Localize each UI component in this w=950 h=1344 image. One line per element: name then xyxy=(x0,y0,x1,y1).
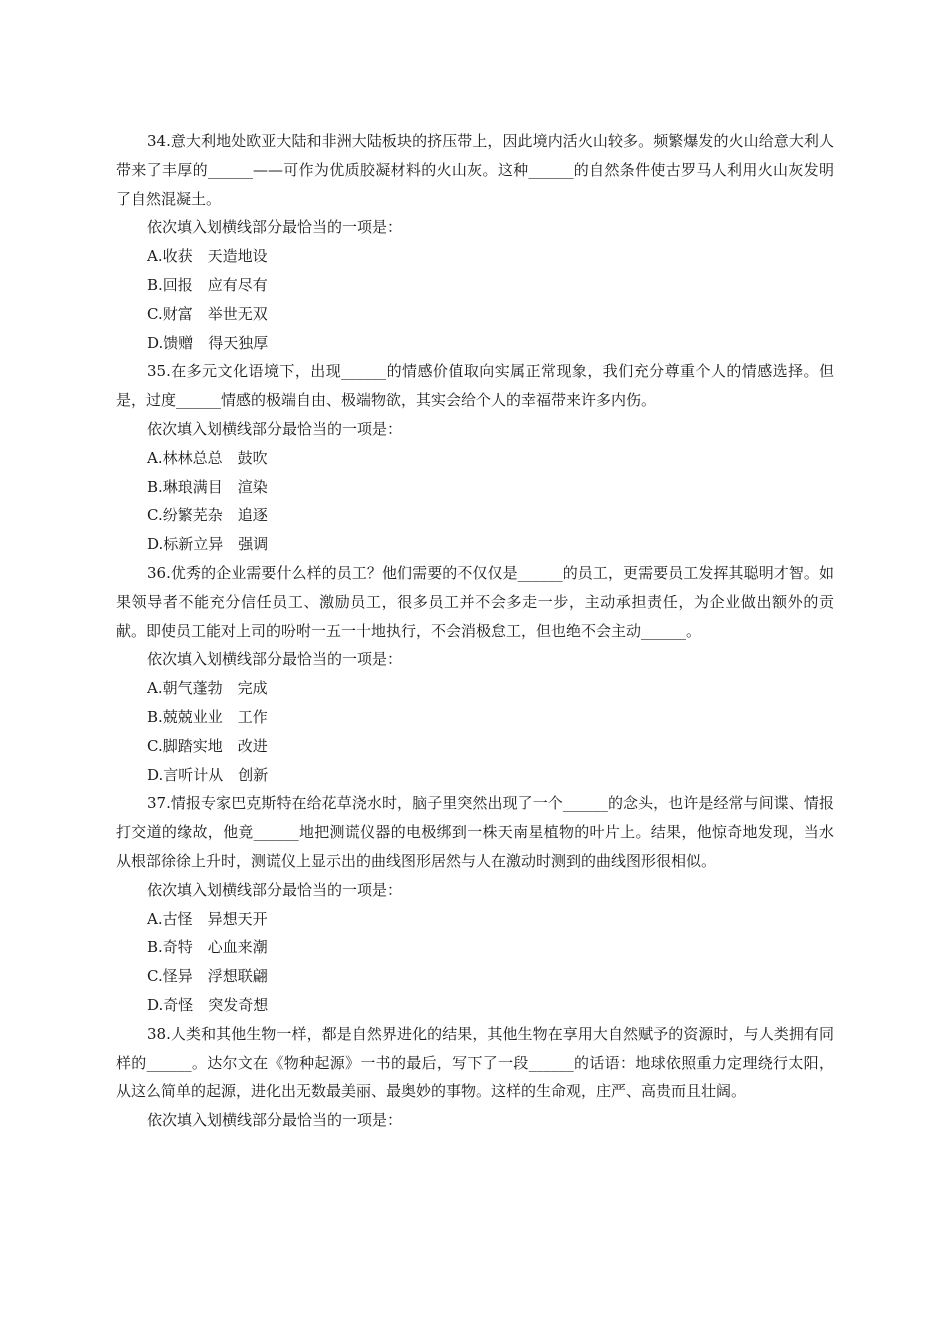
question-34 xyxy=(116,127,834,357)
option-a: A.收获 天造地设 xyxy=(147,247,268,266)
option-list xyxy=(116,242,834,357)
question-38 xyxy=(116,1020,834,1135)
option-c: C.纷繁芜杂 追逐 xyxy=(147,506,268,525)
option-d: D.言听计从 创新 xyxy=(147,765,269,784)
option-a: A.古怪 异想天开 xyxy=(147,909,268,928)
option-c: C.怪异 浮想联翩 xyxy=(147,967,268,986)
question-36 xyxy=(116,559,834,789)
option-a: A.林林总总 鼓吹 xyxy=(147,448,268,467)
exam-page xyxy=(116,127,834,1135)
option-d: D.奇怪 突发奇想 xyxy=(147,995,269,1014)
question-prompt: 依次填入划横线部分最恰当的一项是： xyxy=(147,880,403,899)
question-stem: 35.在多元文化语境下，出现______的情感价值取向实属正常现象，我们充分尊重个人的情感选择。但是，过度______情感的极端自由、极端物欲，其实会给个人的幸福带来许多内伤。 xyxy=(116,362,834,410)
question-35 xyxy=(116,357,834,559)
question-prompt: 依次填入划横线部分最恰当的一项是： xyxy=(147,218,403,237)
option-list xyxy=(116,674,834,789)
option-list xyxy=(116,444,834,559)
option-a: A.朝气蓬勃 完成 xyxy=(147,679,268,698)
question-prompt: 依次填入划横线部分最恰当的一项是： xyxy=(147,1111,403,1130)
option-c: C.财富 举世无双 xyxy=(147,304,268,323)
option-list xyxy=(116,905,834,1020)
option-b: B.兢兢业业 工作 xyxy=(147,707,268,726)
option-d: D.标新立异 强调 xyxy=(147,535,269,554)
question-37 xyxy=(116,789,834,1019)
question-prompt: 依次填入划横线部分最恰当的一项是： xyxy=(147,419,403,438)
option-d: D.馈赠 得天独厚 xyxy=(147,333,269,352)
question-stem: 37.情报专家巴克斯特在给花草浇水时，脑子里突然出现了一个______的念头，也许是经常与间谍、情报打交道的缘故，他竟______地把测谎仪器的电极绑到一株天南星植物的叶片上。结果，他惊奇地发现，当水从根部徐徐上升时，测谎仪上显示出的曲线图形居然与人在激动时测到的曲线图形很相似。 xyxy=(116,794,834,870)
option-b: B.奇特 心血来潮 xyxy=(147,938,268,957)
option-b: B.回报 应有尽有 xyxy=(147,275,268,294)
option-b: B.琳琅满目 渲染 xyxy=(147,477,268,496)
question-stem: 34.意大利地处欧亚大陆和非洲大陆板块的挤压带上，因此境内活火山较多。频繁爆发的火山给意大利人带来了丰厚的______——可作为优质胶凝材料的火山灰。这种______的自然条件使古罗马人利用火山灰发明了自然混凝土。 xyxy=(116,132,834,208)
question-stem: 36.优秀的企业需要什么样的员工？他们需要的不仅仅是______的员工，更需要员工发挥其聪明才智。如果领导者不能充分信任员工、激励员工，很多员工并不会多走一步，主动承担责任，为企业做出额外的贡献。即使员工能对上司的吩咐一五一十地执行，不会消极怠工，但也绝不会主动______。 xyxy=(116,563,834,640)
question-prompt: 依次填入划横线部分最恰当的一项是： xyxy=(147,650,403,669)
question-stem: 38.人类和其他生物一样，都是自然界进化的结果，其他生物在享用大自然赋予的资源时，与人类拥有同样的______。达尔文在《物种起源》一书的最后，写下了一段______的话语：地球依照重力定理绕行太阳，从这么简单的起源，进化出无数最美丽、最奥妙的事物。这样的生命观，庄严、高贵而且壮阔。 xyxy=(116,1024,834,1101)
option-c: C.脚踏实地 改进 xyxy=(147,736,268,755)
